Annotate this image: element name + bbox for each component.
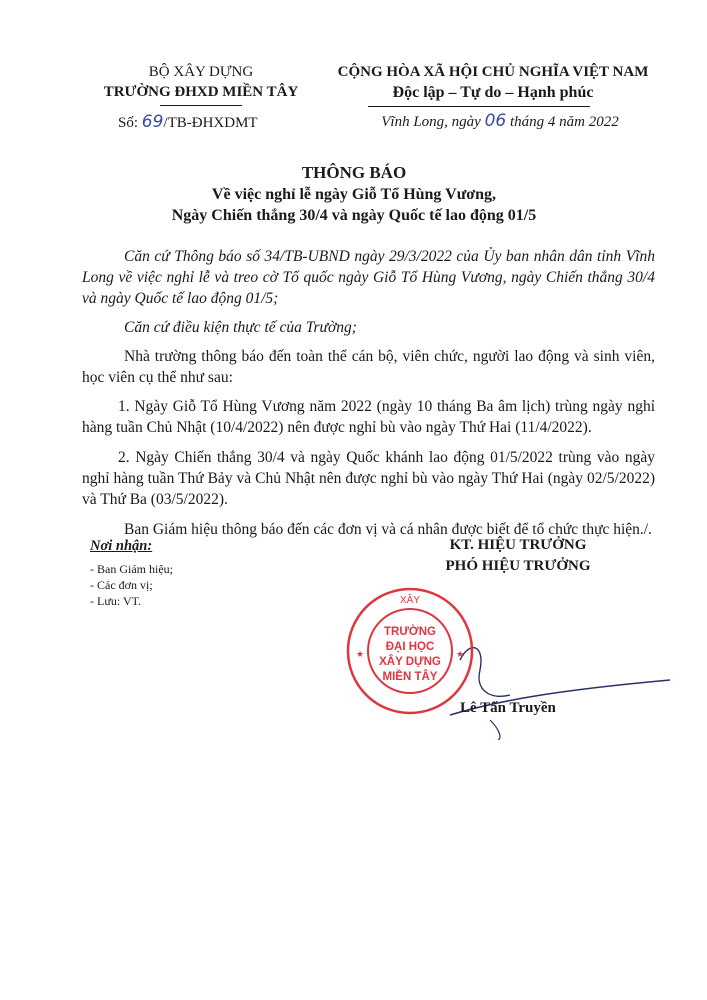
signer-name: Lê Tấn Truyền <box>460 700 556 716</box>
notice-title: THÔNG BÁO <box>301 163 407 182</box>
signature-block <box>418 535 618 577</box>
document-number-prefix: Số: <box>118 115 142 131</box>
recipients-block <box>90 538 310 609</box>
document-number-handwritten: 69 <box>141 112 164 132</box>
legal-basis-2: Căn cứ điều kiện thực tế của Trường; <box>124 319 357 336</box>
issue-date <box>340 111 660 131</box>
ministry-name: BỘ XÂY DỰNG <box>148 64 254 80</box>
notice-intro: Nhà trường thông báo đến toàn thể cán bộ, viên chức, người lao động và sinh viên, học viên cụ thể như sau: <box>82 348 655 386</box>
notice-item-1: 1. Ngày Giỗ Tổ Hùng Vương năm 2022 (ngày 10 tháng Ba âm lịch) trùng ngày nghỉ hàng tuần Chủ Nhật (10/4/2022) nên được nghỉ bù vào ngày Thứ Hai (11/4/2022). <box>82 398 655 436</box>
notice-title-block <box>100 162 608 226</box>
legal-basis-1: Căn cứ Thông báo số 34/TB-UBND ngày 29/3/2022 của Ủy ban nhân dân tỉnh Vĩnh Long về việc nghỉ lễ và treo cờ Tổ quốc ngày Giỗ Tổ Hùng Vương, ngày Chiến thắng 30/4 và ngày Quốc tế lao động 01/5; <box>82 248 655 307</box>
date-suffix: tháng 4 năm 2022 <box>506 114 619 130</box>
seal-line-1: TRƯỜNG <box>384 626 436 638</box>
notice-subject-line2: Ngày Chiến thắng 30/4 và ngày Quốc tế lao động 01/5 <box>171 207 537 224</box>
seal-line-4: MIỀN TÂY <box>382 671 438 683</box>
issuer-block <box>82 62 320 102</box>
issuer-underline <box>160 105 242 106</box>
national-motto: Độc lập – Tự do – Hạnh phúc <box>392 84 594 101</box>
seal-ring-text: XÂY <box>399 595 421 606</box>
date-prefix: Vĩnh Long, ngày <box>381 114 485 130</box>
recipients-header: Nơi nhận: <box>90 538 153 554</box>
school-name: TRƯỜNG ĐHXD MIỀN TÂY <box>103 84 299 100</box>
document-number-suffix: /TB-ĐHXDMT <box>163 115 258 131</box>
recipient-item: - Lưu: VT. <box>90 594 142 608</box>
notice-body <box>82 246 655 548</box>
recipient-item: - Các đơn vị; <box>90 578 153 592</box>
seal-line-2: ĐẠI HỌC <box>385 641 435 653</box>
official-seal <box>344 585 476 717</box>
document-number <box>118 112 258 132</box>
motto-underline <box>368 106 590 107</box>
svg-text:★: ★ <box>456 649 465 659</box>
nation-name: CỘNG HÒA XÃ HỘI CHỦ NGHĨA VIỆT NAM <box>337 64 649 80</box>
svg-text:★: ★ <box>356 649 365 659</box>
notice-closing: Ban Giám hiệu thông báo đến các đơn vị và cá nhân được biết để tổ chức thực hiện./. <box>124 521 652 538</box>
notice-item-2: 2. Ngày Chiến thắng 30/4 và ngày Quốc khánh lao động 01/5/2022 trùng vào ngày nghỉ hàng tuần Thứ Bảy và Chủ Nhật nên được nghỉ bù vào ngày Thứ Hai (ngày 02/5/2022) và Thứ Ba (03/5/2022). <box>82 449 655 508</box>
notice-subject-line1: Về việc nghỉ lễ ngày Giỗ Tổ Hùng Vương, <box>211 186 497 203</box>
seal-line-3: XÂY DỰNG <box>379 656 441 668</box>
nation-block <box>328 62 658 104</box>
signature-title-2: PHÓ HIỆU TRƯỞNG <box>445 558 591 574</box>
signature-title-1: KT. HIỆU TRƯỞNG <box>449 537 587 553</box>
recipient-item: - Ban Giám hiệu; <box>90 562 173 576</box>
date-day-handwritten: 06 <box>484 111 507 131</box>
